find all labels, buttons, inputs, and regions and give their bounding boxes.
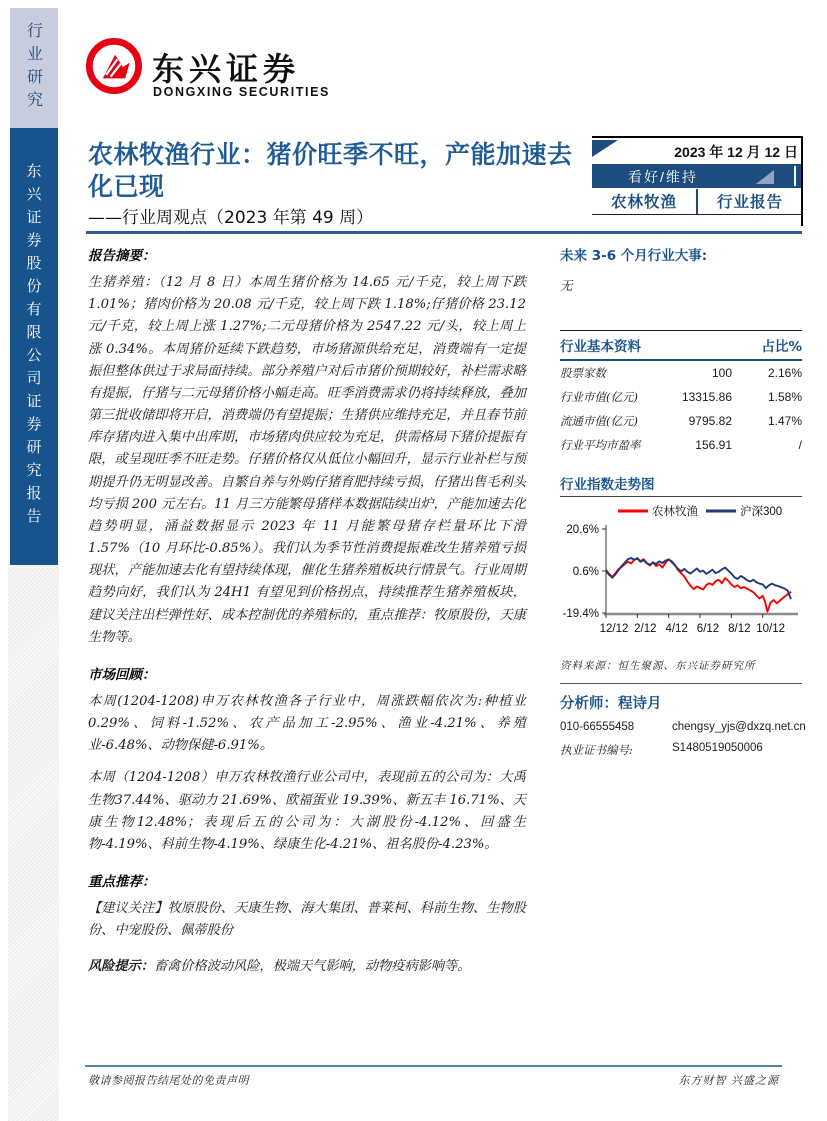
analyst-block xyxy=(560,683,806,758)
title-rule xyxy=(86,231,802,234)
y-tick-label: -19.4% xyxy=(562,608,599,620)
row-label: 股票家数 xyxy=(560,366,606,380)
x-tick-label: 12/12 xyxy=(599,623,629,635)
future-events-value: 无 xyxy=(560,278,573,293)
rating-box-industry-row xyxy=(592,188,802,215)
industry-index-chart xyxy=(560,501,800,651)
report-body xyxy=(88,244,526,979)
footer-rule xyxy=(85,1065,782,1067)
report-date: 2023 年 12 月 12 日 xyxy=(674,144,798,160)
table-header-left: 行业基本资料 xyxy=(560,339,641,355)
rating-box xyxy=(592,136,802,215)
logo-cn-text: 东兴证券 xyxy=(152,50,301,88)
row-pct: 2.16% xyxy=(767,366,802,380)
x-tick-label: 2/12 xyxy=(634,623,657,635)
sidebar-company-band xyxy=(10,128,58,565)
chart-axes-group xyxy=(563,524,798,635)
market-review-paragraph-2: 本周（1204-1208）申万农林牧渔行业公司中，表现前五的公司为：大禹生物37.44%、驱动力 21.69%、欧福蛋业 19.39%、新五丰 16.71%、天康生物12.48%；表现后五的公司为：大湖股份-4.12%、回盛生物-4.19%、科前生物-4.19%、绿康生化-4.21%、祖名股份-4.23%。 xyxy=(88,770,526,852)
recommendation-paragraph: 【建议关注】牧原股份、天康生物、海大集团、普莱柯、科前生物、生物股份、中宠股份、佩蒂股份 xyxy=(88,901,526,939)
row-label: 行业市值(亿元) xyxy=(560,390,638,404)
rating-box-right-border xyxy=(801,136,803,226)
row-pct: 1.58% xyxy=(767,390,802,404)
risk-line xyxy=(88,956,526,978)
legend-label: 农林牧渔 xyxy=(652,506,698,518)
chart-legend-group xyxy=(618,504,782,518)
analyst-heading: 分析师：程诗月 xyxy=(560,696,662,712)
y-tick-label: 20.6% xyxy=(566,524,599,536)
report-subtitle: ——行业周观点（2023 年第 49 周） xyxy=(88,208,374,228)
summary-heading: 报告摘要： xyxy=(88,248,156,264)
rating-row-divider xyxy=(794,166,796,186)
footer-slogan: 东方财智 兴盛之源 xyxy=(678,1074,779,1087)
industry-basic-table xyxy=(560,330,802,457)
row-value: 156.91 xyxy=(695,438,732,452)
analyst-phone: 010-66555458 xyxy=(560,721,635,733)
report-type: 行业报告 xyxy=(716,194,783,211)
row-label: 行业平均市盈率 xyxy=(560,438,641,452)
logo-en-text: DONGXING SECURITIES xyxy=(153,85,330,99)
chart-container xyxy=(560,501,802,656)
row-value: 13315.86 xyxy=(681,390,732,404)
industry-basic-table-header xyxy=(560,330,802,361)
rating-box-date-row xyxy=(592,138,802,164)
market-review-paragraph-1: 本周(1204-1208)申万农林牧渔各子行业中，周涨跌幅依次为:种植业 0.29%、饲料-1.52%、农产品加工-2.95%、渔业-4.21%、养殖业-6.48%、动物保健-6.91%。 xyxy=(88,693,526,754)
row-pct: 1.47% xyxy=(767,414,802,428)
risk-text: 畜禽价格波动风险，极端天气影响，动物疫病影响等。 xyxy=(153,959,471,975)
corner-triangle-icon xyxy=(592,140,618,157)
rating-triangle-icon xyxy=(756,170,774,184)
x-tick-label: 10/12 xyxy=(756,623,786,635)
row-value: 100 xyxy=(711,366,732,380)
x-tick-label: 4/12 xyxy=(665,623,688,635)
right-panel xyxy=(560,244,806,758)
y-tick-label: 0.6% xyxy=(572,566,599,578)
chart-heading: 行业指数走势图 xyxy=(560,473,802,497)
report-title: 农林牧渔行业：猪价旺季不旺，产能加速去化已现 xyxy=(88,140,573,201)
table-row xyxy=(560,433,802,457)
footer-disclaimer: 敬请参阅报告结尾处的免责声明 xyxy=(88,1074,249,1087)
analyst-email: chengsy_yjs@dxzq.net.cn xyxy=(672,721,806,733)
table-header-right: 占比% xyxy=(761,339,802,355)
series-line-沪深300 xyxy=(606,558,791,599)
row-value: 9795.82 xyxy=(688,414,732,428)
sidebar-industry-research-band xyxy=(10,8,58,128)
recommendation-heading: 重点推荐： xyxy=(88,874,156,891)
sidebar-top-label: 行业研究 xyxy=(24,22,44,114)
analyst-contacts xyxy=(560,721,806,758)
risk-label: 风险提示： xyxy=(88,959,154,975)
legend-label: 沪深300 xyxy=(740,506,783,518)
table-row xyxy=(560,385,802,409)
row-label: 流通市值(亿元) xyxy=(560,414,638,428)
license-number: S1480519050006 xyxy=(672,742,763,754)
chart-source-note: 资料来源：恒生聚源、东兴证券研究所 xyxy=(560,660,756,672)
row-pct: / xyxy=(798,438,802,452)
chart-series-group xyxy=(606,558,791,612)
future-events-heading: 未来 3-6 个月行业大事: xyxy=(560,248,708,264)
sidebar-hatched-band xyxy=(8,565,59,1121)
market-review-heading: 市场回顾： xyxy=(88,666,156,683)
rating-value: 看好/维持 xyxy=(628,169,698,185)
index-trend-block xyxy=(560,473,802,673)
summary-paragraph: 生猪养殖：（12 月 8 日）本周生猪价格为 14.65 元/千克，较上周下跌 1.01%；猪肉价格为 20.08 元/千克，较上周下跌 1.18%;仔猪价格 23.12 元/千克，较上周上涨 1.27%;二元母猪价格为 2547.22 元/头，较上周上涨 0.34%。本周猪价延续下跌趋势，市场猪源供给充足，消费端有一定提振但整体供过于求局面持续。部分养殖户对后市猪价预期较好，补栏需求略有提振，仔猪与二元母猪价格小幅走高。旺季消费需求仍将持续释放，叠加第三批收储即将开启，消费端仍有望提振；生猪供应维持充足，并且春节前库存猪肉进入集中出库期，市场猪肉供应较为充足，供需格局下猪价提振有限，或呈现旺季不旺走势。仔猪价格仅从低位小幅回升，显示行业补栏与预期提升仍无明显改善。自繁自养与外购仔猪育肥持续亏损，仔猪出售毛利头均亏损 200 元左右。11 月三方能繁母猪样本数据陆续出炉，产能加速去化趋势明显，涌益数据显示 2023 年 11 月能繁母猪存栏量环比下滑 1.57%（10 月环比-0.85%）。我们认为季节性消费提振难改生猪养殖亏损现状，产能加速去化有望持续体现，催化生猪养殖板块行情景气。行业周期趋势向好，我们认为 24H1 有望见到价格拐点，持续推荐生猪养殖板块，建议关注出栏弹性好、成本控制优的养殖标的，重点推荐：牧原股份，天康生物等。 xyxy=(88,275,526,645)
table-row xyxy=(560,361,802,385)
table-row xyxy=(560,409,802,433)
x-tick-label: 6/12 xyxy=(696,623,720,635)
license-label: 执业证书编号: xyxy=(560,743,633,757)
x-tick-label: 8/12 xyxy=(728,623,751,635)
industry-name: 农林牧渔 xyxy=(610,194,677,211)
rating-box-rating-row xyxy=(592,164,802,188)
dongxing-logo-icon xyxy=(86,38,142,94)
sidebar-company-label: 东兴证券股份有限公司证券研究报告 xyxy=(24,162,43,531)
